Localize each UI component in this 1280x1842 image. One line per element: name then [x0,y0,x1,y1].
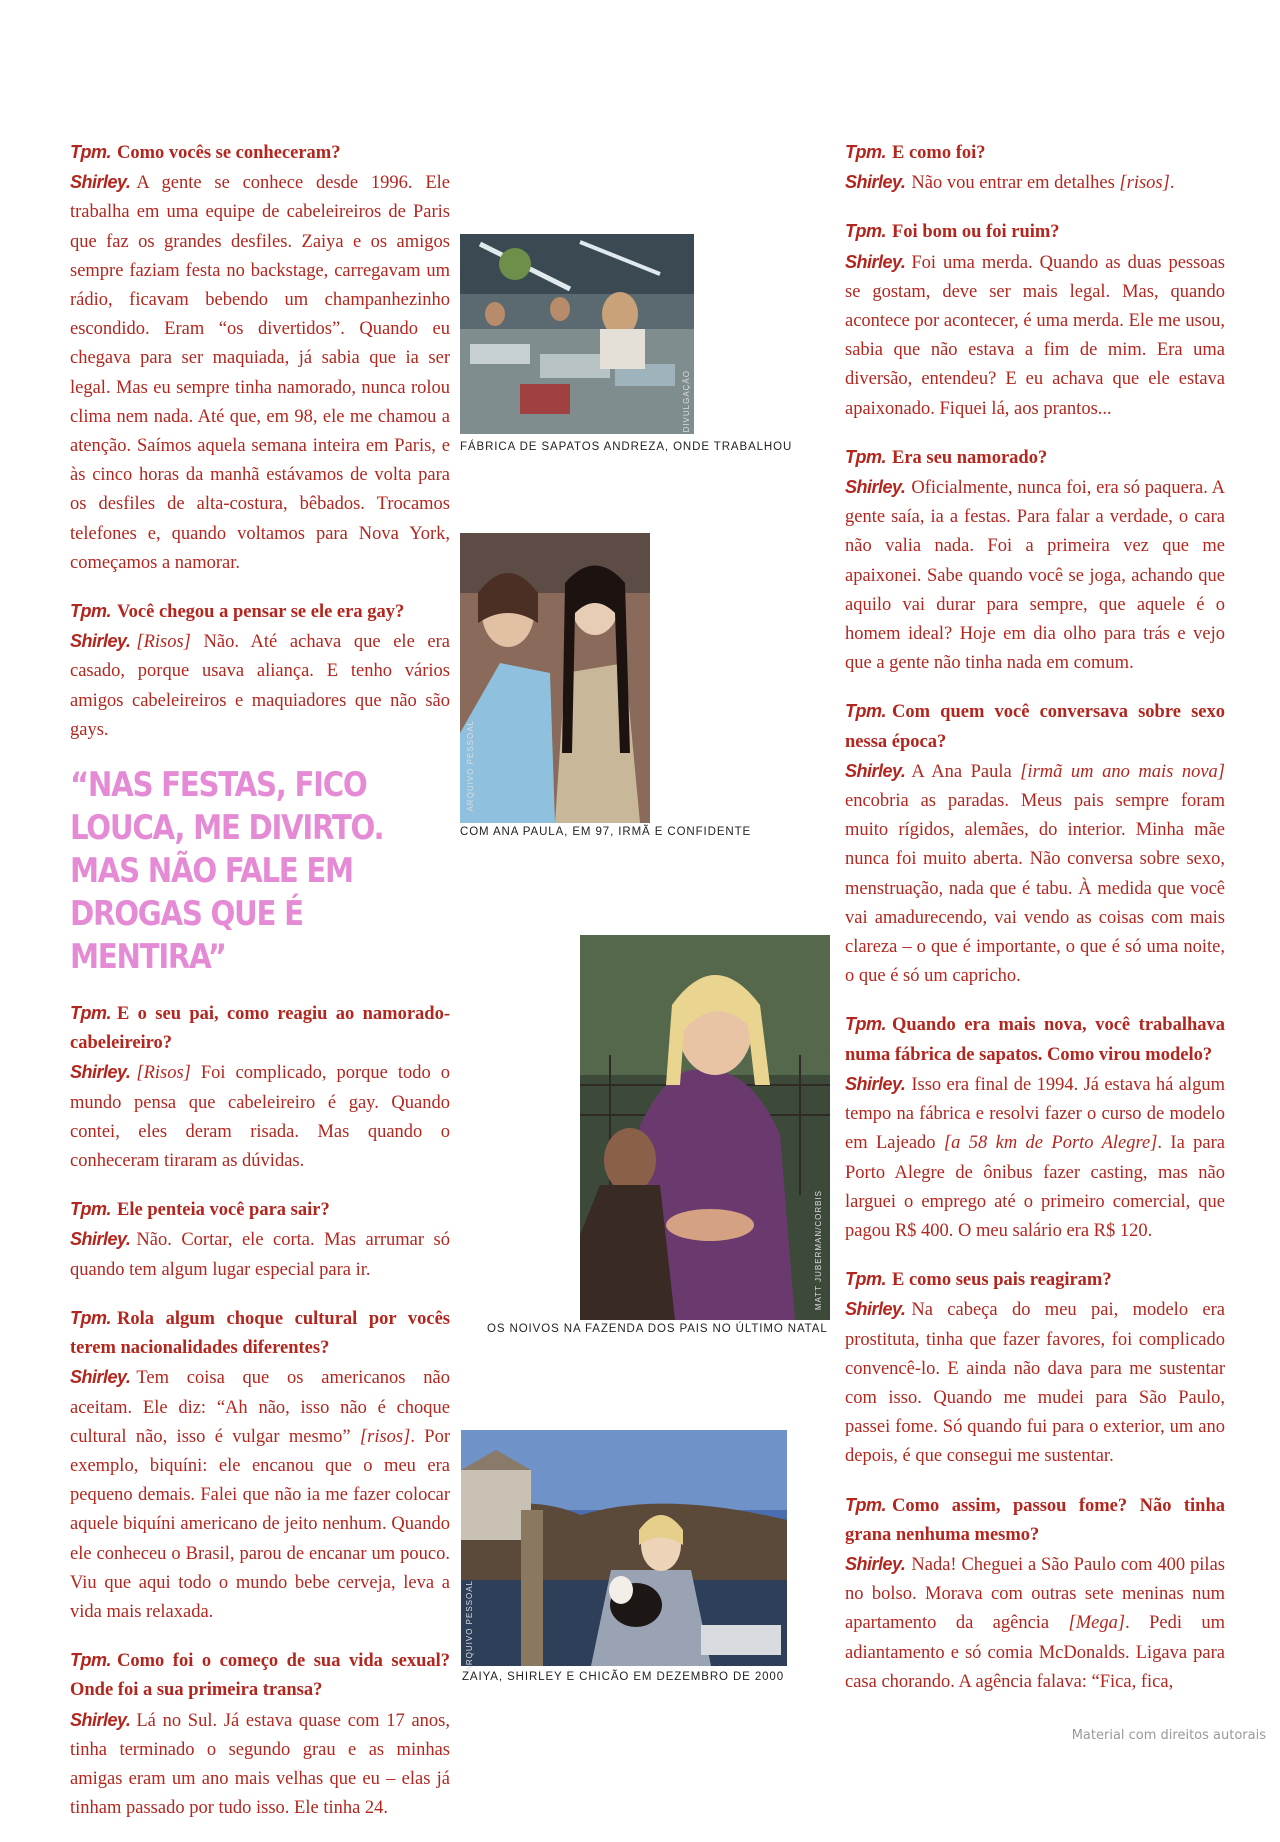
interviewer-label: Tpm. [845,446,886,467]
sister-photo [460,533,650,823]
interviewee-label: Shirley. [845,760,906,781]
qa-block [845,1265,1225,1471]
question-text: Era seu namorado? [892,447,1048,468]
question [70,1195,450,1225]
question-text: Como vocês se conheceram? [117,143,341,163]
interviewer-label: Tpm. [70,1307,111,1328]
answer-text: . Por exemplo, biquíni: ele encanou que o meu era pequeno demais. Falei que não ia me fazer colocar aquele biquíni americano de jeito nenhum. Quando ele conheceu o Brasil, parou de encanar um pouco. Viu que aqui todo o mundo bebe cerveja, leva a vida mais relaxada. [70,1426,450,1622]
editor-note: [Risos] [136,632,191,653]
interviewer-label: Tpm. [845,701,886,722]
answer-text: Não vou entrar em detalhes [911,173,1120,194]
sister-photo-credit: ARQUIVO PESSOAL [466,720,475,812]
qa-block [845,697,1225,991]
question [845,1491,1225,1550]
interviewer-label: Tpm. [845,1014,886,1035]
answer-text: Tem coisa que os americanos não aceitam. Ele diz: “Ah não, isso não é choque cultural não, isso é vulgar mesmo” [70,1368,450,1447]
interviewer-label: Tpm. [845,1494,886,1515]
qa-block [845,443,1225,679]
interviewee-label: Shirley. [70,1229,131,1250]
factory-photo-credit: DIVULGAÇÃO [682,370,691,433]
copyright-notice: Material com direitos autorais [1071,1728,1266,1743]
question-text: Você chegou a pensar se ele era gay? [117,602,405,623]
interviewer-label: Tpm. [845,221,886,242]
answer [845,762,1225,986]
question [70,138,450,168]
question-text: Foi bom ou foi ruim? [892,222,1060,243]
answer [845,1555,1225,1692]
interviewee-label: Shirley. [845,1299,906,1320]
couple-caption: OS NOIVOS NA FAZENDA DOS PAIS NO ÚLTIMO NATAL [487,1323,828,1335]
answer-text: encobria as paradas. Meus pais sempre foram muito rígidos, alemães, do interior. Minha mãe nunca foi muito aberta. Não conversa sobre sexo, menstruação, nada que é tabu. À medida que você vai amadurecendo, vai vendo as coisas com mais clareza – o que é importante, o que é só uma noite, o que é só um capricho. [845,791,1225,987]
interviewee-label: Shirley. [70,1367,131,1388]
qa-block [70,1195,450,1285]
answer-text: Foi complicado, porque todo o mundo pensa que cabeleireiro é gay. Quando contei, eles deram risada. Mas quando o conheceram tiraram as dúvidas. [70,1063,450,1172]
answer-text: Oficialmente, nunca foi, era só paquera. A gente saía, ia a festas. Para falar a verdade, o cara não valia nada. Foi a primeira vez que me apaixonei. Sabe quando você se joga, achando que aquilo vai durar para sempre, que aquele é o homem ideal? Hoje em dia olho para trás e vejo que a gente não tinha nada em comum. [845,478,1225,674]
interviewee-label: Shirley. [70,631,131,652]
editor-note: [a 58 km de Porto Alegre] [943,1133,1158,1154]
factory-caption: FÁBRICA DE SAPATOS ANDREZA, ONDE TRABALHOU [460,441,793,453]
dog-photo [461,1430,787,1666]
editor-note: [irmã um ano mais nova] [1020,761,1225,782]
interviewee-label: Shirley. [845,1553,906,1574]
qa-block [845,1010,1225,1246]
sister-caption: COM ANA PAULA, EM 97, IRMÃ E CONFIDENTE [460,826,752,838]
answer-text: Não. Cortar, ele corta. Mas arrumar só quando tem algum lugar especial para ir. [70,1230,450,1280]
qa-block [70,999,450,1176]
qa-block [845,1491,1225,1697]
interviewer-label: Tpm. [845,1269,886,1290]
answer [70,1368,450,1622]
interviewer-label: Tpm. [70,1650,111,1671]
interviewee-label: Shirley. [70,1709,131,1730]
answer [70,1711,450,1819]
answer-text: Foi uma merda. Quando as duas pessoas se gostam, deve ser mais legal. Mas, quando acontece por acontecer, é uma merda. Ele me usou, sabia que não estava a fim de mim. Era uma diversão, entendeu? E eu achava que ele estava apaixonado. Fiquei lá, aos prantos... [845,252,1225,419]
answer [845,1075,1225,1241]
editor-note: [Mega] [1068,1613,1126,1634]
question [70,999,450,1058]
answer [70,1230,450,1279]
question-text: Como foi o começo de sua vida sexual? Onde foi a sua primeira transa? [70,1651,450,1701]
right-column [845,138,1225,1716]
question [845,1265,1225,1295]
qa-block [845,217,1225,423]
question-text: Rola algum choque cultural por vocês terem nacionalidades diferentes? [70,1308,450,1359]
answer [70,1063,450,1171]
interviewee-label: Shirley. [70,1062,131,1083]
dog-caption: ZAIYA, SHIRLEY E CHICÃO EM DEZEMBRO DE 2000 [462,1671,785,1683]
question [845,217,1225,247]
question-text: Ele penteia você para sair? [117,1200,330,1221]
answer-text: . [1169,173,1175,194]
couple-photo [580,935,830,1320]
qa-block [845,138,1225,198]
qa-block [70,138,450,578]
answer-text: Nada! Cheguei a São Paulo com 400 pilas no bolso. Morava com outras sete meninas num apartamento da agência [845,1554,1225,1634]
answer-text: A Ana Paula [911,761,1021,782]
answer [70,173,450,573]
answer [845,173,1174,193]
question-text: E como foi? [892,143,986,163]
question [845,697,1225,756]
interviewee-label: Shirley. [70,172,131,193]
answer-text: Lá no Sul. Já estava quase com 17 anos, tinha terminado o segundo grau e as minhas amigas eram um ano mais velhas que eu – elas já tinham passado por tudo isso. Ele tinha 24. [70,1710,450,1819]
answer-text: Isso era final de 1994. Já estava há algum tempo na fábrica e resolvi fazer o curso de modelo em Lajeado [845,1074,1225,1154]
couple-photo-credit: MATT JUBERMAN/CORBIS [814,1190,823,1311]
question-text: E o seu pai, como reagiu ao namorado-cabeleireiro? [70,1004,450,1054]
question [845,1010,1225,1069]
factory-photo [460,234,694,434]
question-text: E como seus pais reagiram? [892,1270,1112,1291]
editor-note: [risos] [1119,173,1170,194]
interviewer-label: Tpm. [70,601,111,622]
interviewee-label: Shirley. [845,1073,906,1094]
left-column [70,138,450,1842]
dog-photo-credit: ARQUIVO PESSOAL [465,1580,474,1672]
answer [845,253,1225,419]
editor-note: [Risos] [136,1063,191,1084]
answer-text: . Pedi um adiantamento e só comia McDonalds. Ligava para casa chorando. A agência falava: “Fica, fica, [845,1613,1226,1692]
question [845,443,1225,473]
interviewee-label: Shirley. [845,172,906,193]
answer-text: Não. Até achava que ele era casado, porque usava aliança. E tenho vários amigos cabeleireiros e maquiadores que não são gays. [70,632,450,740]
interviewer-label: Tpm. [845,142,886,162]
qa-block [70,1304,450,1627]
answer-text: A gente se conhece desde 1996. Ele trabalha em uma equipe de cabeleireiros de Paris que faz os grandes desfiles. Zaiya e os amigos sempre faziam festa no backstage, carregavam um rádio, ficavam bebendo um champanhezinho escondido. Eram “os divertidos”. Quando eu chegava para ser maquiada, já sabia que ia ser legal. Mas eu sempre tinha namorado, nunca rolou clima nem nada. Até que, em 98, ele me chamou a atenção. Saímos aquela semana inteira em Paris, e às cinco horas da manhã estávamos de volta para os desfiles de alta-costura, bêbados. Trocamos telefones e, quando voltamos para Nova York, começamos a namorar. [70,173,450,573]
qa-block [70,597,450,745]
interviewer-label: Tpm. [70,1199,111,1220]
pull-quote: “NAS FESTAS, FICO LOUCA, ME DIVIRTO. MAS NÃO FALE EM DROGAS QUE É MENTIRA” [70,765,384,978]
interviewer-label: Tpm. [70,1003,111,1024]
answer [70,632,450,740]
qa-block [70,1646,450,1823]
question [70,597,450,627]
interviewee-label: Shirley. [845,251,906,272]
question-text: Quando era mais nova, você trabalhava numa fábrica de sapatos. Como virou modelo? [845,1015,1225,1065]
question-text: Como assim, passou fome? Não tinha grana nenhuma mesmo? [845,1495,1225,1545]
answer [845,478,1225,673]
answer-text: Na cabeça do meu pai, modelo era prostituta, tinha que fazer favores, foi complicado convencê-lo. E ainda não dava para me sustentar com isso. Quando me mudei para São Paulo, passei fome. Só quando fui para o exterior, um ano depois, é que consegui me sustentar. [845,1300,1225,1467]
question [70,1304,450,1363]
editor-note: [risos] [359,1426,411,1447]
question [845,138,1225,168]
question [70,1646,450,1705]
interviewee-label: Shirley. [845,477,906,498]
question-text: Com quem você conversava sobre sexo nessa época? [845,702,1225,752]
answer-text: . Ia para Porto Alegre de ônibus fazer casting, mas não larguei o emprego até o primeiro comercial, que pagou R$ 400. O meu salário era R$ 120. [845,1133,1225,1241]
interviewer-label: Tpm. [70,142,111,162]
answer [845,1300,1225,1466]
